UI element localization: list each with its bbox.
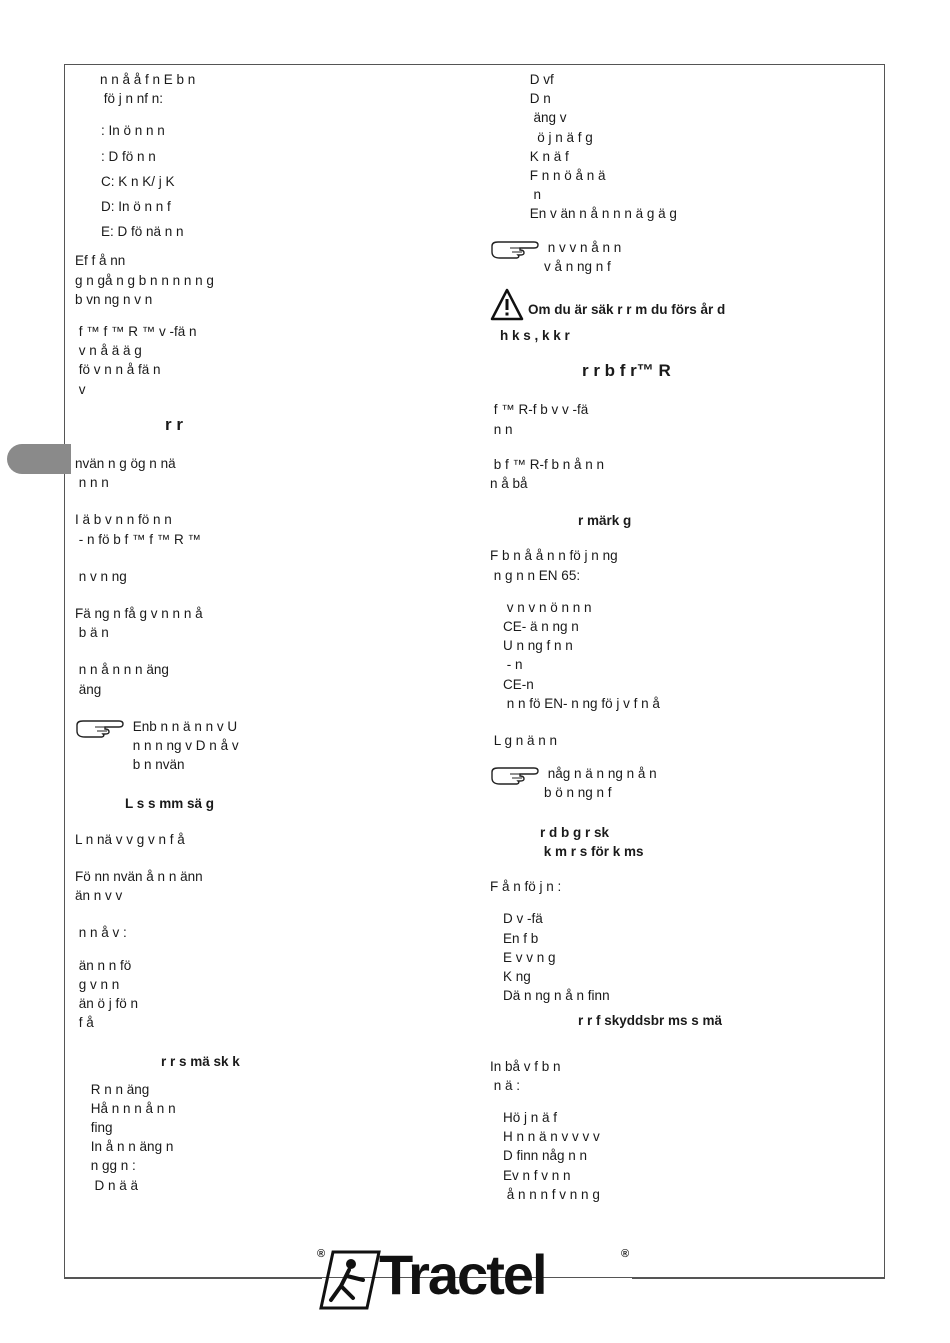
section-heading: r r b f r™ R (582, 361, 671, 381)
left-column (75, 70, 467, 1195)
list-item: En v än n å n n n ä g ä g (526, 206, 677, 222)
list-item: D n (526, 91, 551, 107)
list-item: D vf (526, 72, 554, 87)
hand-pointer-icon (490, 764, 540, 786)
registered-mark: ® (621, 1248, 630, 1260)
tractel-logo-icon (319, 1250, 381, 1310)
note-text: Enb n n ä n n v U n n n ng v D n å v b n nvän (132, 718, 239, 773)
note-text: n v v n å n n v å n ng n f (544, 239, 622, 274)
paragraph: f ™ R-f b v v -fä n n (493, 402, 589, 437)
intro-paragraph: n n å å f n E b n fö j n nf n: (100, 72, 196, 107)
logo-text: Tractel (379, 1243, 546, 1306)
list-item: : In ö n n n (101, 123, 165, 139)
check-list (503, 1108, 882, 1204)
paragraph: n n å n n n äng äng (78, 662, 169, 697)
list-item: D finn någ n n (503, 1148, 588, 1164)
list-item: n gg n : (87, 1158, 136, 1174)
list-item: In å n n äng n (87, 1139, 174, 1155)
list-item: äng v (526, 110, 567, 126)
list-item: E: D fö nä n n (101, 224, 184, 240)
list-item: CE-n (503, 676, 534, 692)
warning-triangle-icon (490, 288, 524, 322)
paragraph: I ä b v n n fö n n - n fö b f ™ f ™ R ™ (75, 512, 202, 547)
warning-text-2: h k s , k k r (500, 328, 570, 344)
note-text: någ n ä n ng n å n b ö n ng n f (544, 766, 657, 801)
list-item: n n fö EN- n ng fö j v f n å (503, 695, 660, 711)
list-item: En f b (503, 930, 539, 946)
section-tab (7, 444, 71, 474)
paragraph: än n n fö g v n n än ö j fö n f å (78, 957, 139, 1031)
label-list (101, 121, 467, 241)
paragraph: Ef f å nn g n gå n g b n n n n n g b vn ng n v n (75, 253, 214, 307)
paragraph: b f ™ R-f b n å n n n å bå (490, 456, 605, 492)
list-item: E v v n g (503, 949, 556, 965)
storage-list (503, 909, 882, 1005)
list-item: H n n ä n v v v v (503, 1129, 600, 1145)
marking-list (503, 598, 882, 713)
inspection-list (87, 1080, 467, 1195)
section-heading: r r (165, 414, 183, 434)
warning-text: Om du är säk r r m du förs år d (528, 302, 726, 318)
list-item: K n ä f (526, 148, 569, 164)
hand-pointer-icon (490, 238, 540, 260)
section-heading: r r f skyddsbr ms s mä (578, 1013, 723, 1029)
list-item: n (526, 187, 542, 203)
paragraph: In bå v f b n n ä : (490, 1058, 561, 1093)
list-item: F n n ö å n ä (526, 168, 606, 184)
list-item: K ng (503, 968, 531, 984)
list-item: å n n n f v n n g (503, 1186, 600, 1202)
warning-block (490, 288, 882, 322)
list-item: C: K n K/ j K (101, 173, 175, 189)
list-item: Ev n f v n n (503, 1167, 571, 1183)
footer-rule-left (64, 1278, 322, 1279)
paragraph: Fö nn nvän å n n änn än n v v (75, 868, 203, 904)
paragraph: n n å v : (75, 925, 127, 941)
tractel-logo (317, 1243, 633, 1312)
list-item: D n ä ä (87, 1177, 139, 1193)
list-item: CE- ä n ng n (503, 619, 579, 635)
paragraph: nvän n g ög n nä n n n (75, 456, 176, 491)
footer-rule-right (632, 1278, 885, 1279)
paragraph: L g n ä n n (490, 733, 558, 749)
section-heading: L s s mm sä g (125, 796, 215, 812)
list-item: D v -fä (503, 911, 543, 927)
list-item: Hö j n ä f (503, 1109, 558, 1125)
right-column (490, 70, 882, 1204)
section-heading: r märk g (578, 513, 632, 529)
paragraph: F å n fö j n : (490, 879, 562, 895)
hand-pointer-icon (75, 717, 125, 739)
note-block (490, 238, 882, 276)
list-item: D: In ö n n f (101, 199, 171, 215)
list-item: - n (503, 657, 523, 673)
paragraph: n v n ng (75, 568, 127, 584)
paragraph: L n nä v v g v n f å (75, 831, 185, 847)
list-item: Hå n n n å n n (87, 1100, 176, 1116)
list-item: Dä n ng n å n finn (503, 988, 610, 1004)
note-block (490, 764, 882, 802)
note-block (75, 717, 467, 775)
list-item: : D fö n n (101, 148, 156, 164)
continued-list (526, 70, 882, 224)
list-item: v n v n ö n n n (503, 599, 592, 615)
paragraph: F b n å å n n fö j n ng n g n n EN 65: (490, 548, 618, 583)
registered-mark: ® (317, 1248, 326, 1260)
list-item: fing (87, 1119, 113, 1135)
section-heading: r d b g r sk k m r s för k ms (540, 824, 644, 859)
list-item: ö j n ä f g (526, 129, 593, 145)
list-item: R n n äng (87, 1081, 150, 1097)
paragraph: f ™ f ™ R ™ v -fä n v n å ä ä g fö v n n å fä n v (78, 324, 197, 397)
paragraph: Fä ng n få g v n n n å b ä n (75, 606, 203, 641)
list-item: U n ng f n n (503, 638, 573, 654)
section-heading: r r s mä sk k (161, 1054, 240, 1070)
